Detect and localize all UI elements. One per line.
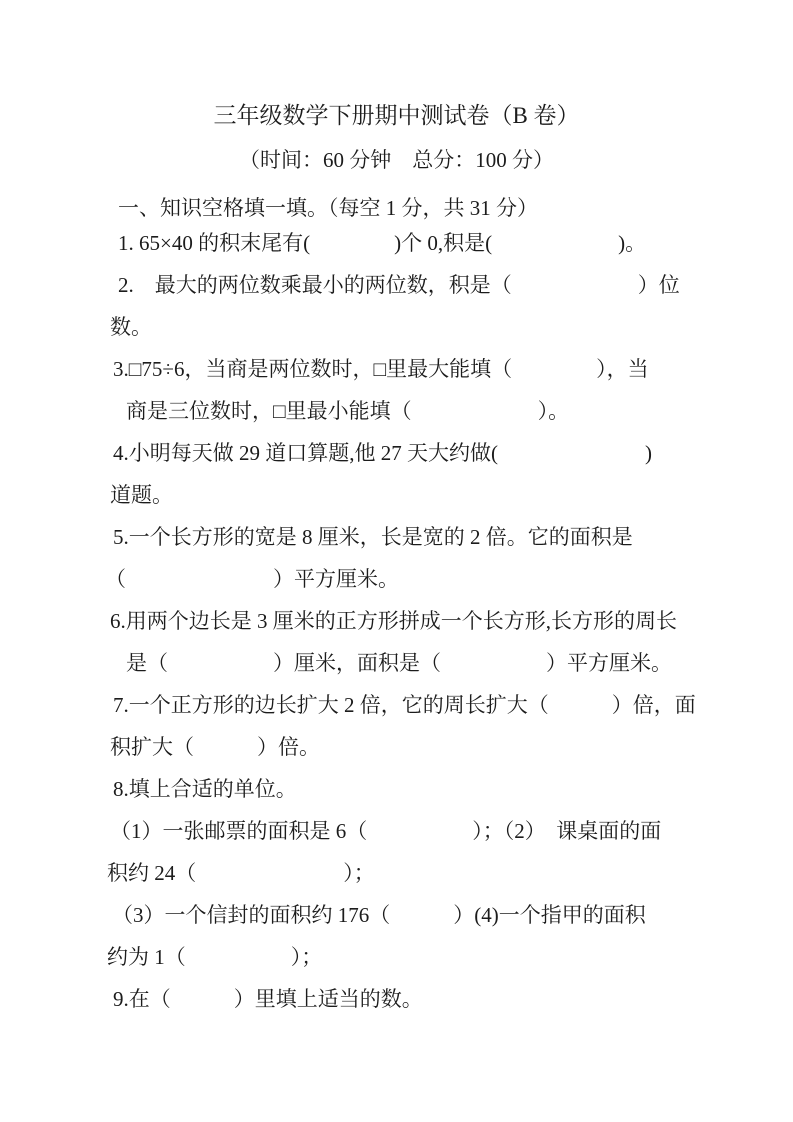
question-line: 6.用两个边长是 3 厘米的正方形拼成一个长方形,长方形的周长 [110, 609, 677, 633]
question-line: 4.小明每天做 29 道口算题,他 27 天大约做( ) [113, 441, 652, 465]
question-line: 1. 65×40 的积末尾有( )个 0,积是( )。 [118, 231, 647, 255]
question-line: 道题。 [110, 483, 173, 507]
question-line: 商是三位数时，□里最小能填（ ）。 [126, 399, 570, 423]
question-line: 3.□75÷6，当商是两位数时，□里最大能填（ ），当 [113, 357, 649, 381]
question-line: 约为 1（ ）； [107, 945, 323, 969]
exam-info: （时间：60 分钟 总分：100 分） [239, 148, 554, 172]
question-line: 5.一个长方形的宽是 8 厘米，长是宽的 2 倍。它的面积是 [113, 525, 633, 549]
question-line: （1）一张邮票的面积是 6（ ）；（2） 课桌面的面 [110, 819, 662, 843]
section-one-heading: 一、知识空格填一填。（每空 1 分，共 31 分） [118, 196, 538, 220]
question-line: 2. 最大的两位数乘最小的两位数，积是（ ）位 [118, 273, 680, 297]
page-title: 三年级数学下册期中测试卷（B 卷） [213, 103, 580, 128]
question-lines [0, 222, 793, 1020]
question-line: （3）一个信封的面积约 176（ ）(4)一个指甲的面积 [112, 903, 646, 927]
question-line: 是（ ）厘米，面积是（ ）平方厘米。 [126, 651, 672, 675]
question-line: 9.在（ ）里填上适当的数。 [113, 987, 423, 1011]
question-line: 8.填上合适的单位。 [113, 777, 297, 801]
question-line: 积扩大（ ）倍。 [110, 735, 320, 759]
question-line: 7.一个正方形的边长扩大 2 倍，它的周长扩大（ ）倍，面 [113, 693, 696, 717]
question-line: 积约 24（ ）； [107, 861, 375, 885]
question-line: （ ）平方厘米。 [105, 567, 399, 591]
question-line: 数。 [110, 315, 152, 339]
